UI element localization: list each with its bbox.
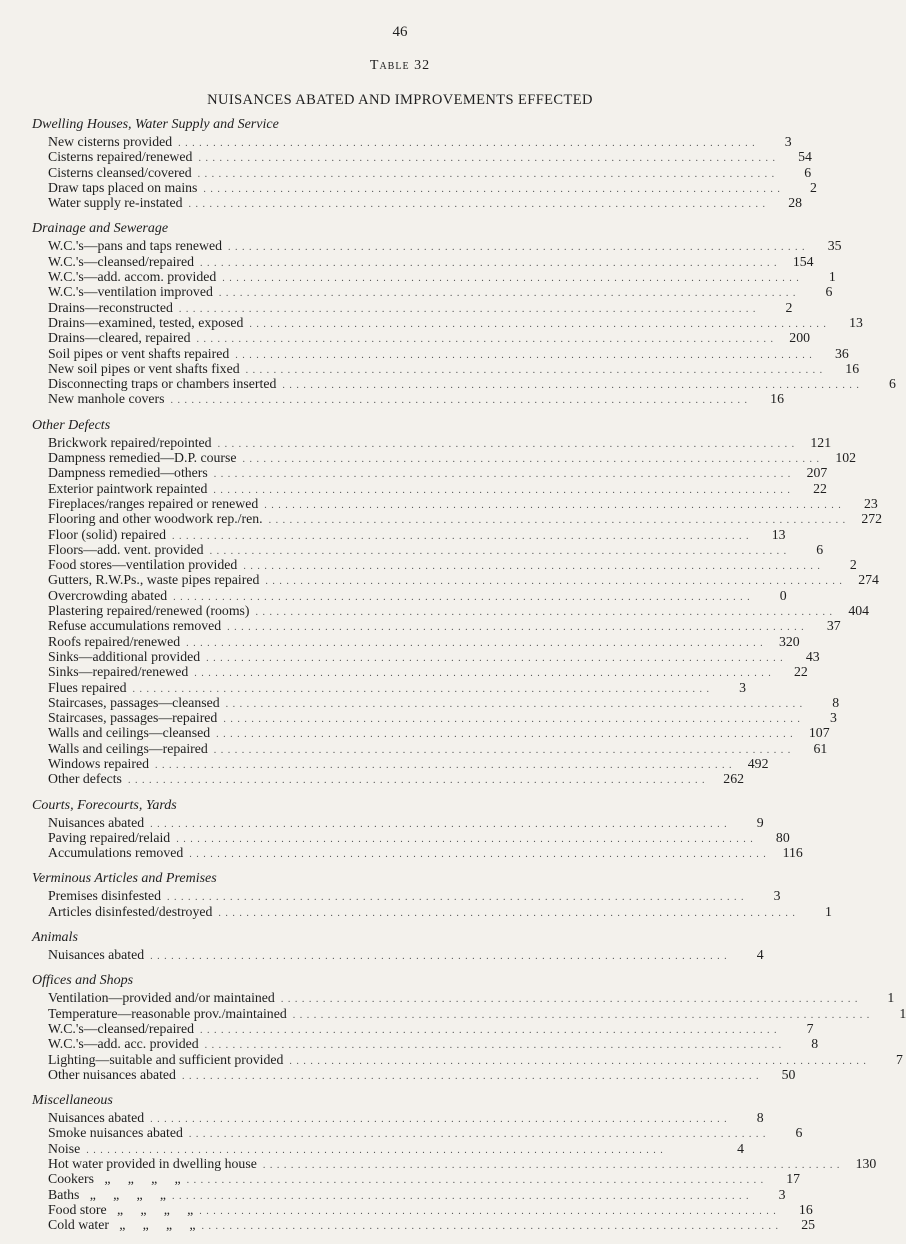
row-value: 9	[756, 814, 764, 830]
dot-leader: . . . . . . . . . . . . . . . . . . . . . . . . . . . . . . . . . . . . . . . . . . . . . . . . . . . . . . . . . . . . . . . . . . . . . . . . . . . . . . . . . . .	[194, 668, 772, 680]
row-label: Roofs repaired/renewed	[48, 633, 181, 649]
row-value: 54	[798, 149, 812, 165]
table-row	[32, 238, 842, 254]
row-label: Premises disinfested	[48, 888, 162, 904]
row-label: Refuse accumulations removed	[48, 618, 222, 634]
row-value: 107	[808, 725, 830, 741]
table-section	[32, 930, 764, 963]
row-value: 23	[864, 495, 878, 511]
row-value: 272	[861, 511, 883, 527]
row-value: 320	[778, 633, 800, 649]
row-value: 7	[896, 1051, 903, 1067]
row-label: Cisterns cleansed/covered	[48, 164, 192, 180]
row-value: 3	[773, 888, 781, 904]
table-label: Table 32	[369, 58, 431, 73]
dot-leader: . . . . . . . . . . . . . . . . . . . . . . . . . . . . . . . . . . . . . . . . . . . . . . . . . . . . . . . . . . . . . . . . . . . . . . . . . . . . . . . . . . .	[223, 714, 801, 726]
dot-leader: . . . . . . . . . . . . . . . . . . . . . . . . . . . . . . . . . . . . . . . . . . . . . . . . . . . . . . . . . . . . . . . . . . . . . . . . . . . . . . . . . . .	[186, 637, 764, 649]
row-label: W.C.'s—cleansed/repaired	[48, 1020, 195, 1036]
table-row	[32, 618, 841, 634]
row-label: Accumulations removed	[48, 845, 184, 861]
table-row	[32, 771, 744, 786]
row-value: 61	[813, 740, 828, 756]
row-label: Ventilation—provided and/or maintained	[48, 990, 275, 1006]
row-value: 36	[834, 345, 849, 361]
dot-leader: . . . . . . . . . . . . . . . . . . . . . . . . . . . . . . . . . . . . . . . . . . . . . . . . . . . . . . . . . . . . . . . . . . . . . . . . . . . . . . . . . . .	[218, 907, 796, 919]
table-row	[32, 376, 896, 392]
row-label: Staircases, passages—cleansed	[48, 694, 220, 710]
row-value: 25	[801, 1217, 816, 1233]
row-value: 3	[829, 710, 837, 726]
table-row	[32, 814, 764, 830]
row-label: Walls and ceilings—repaired	[48, 740, 208, 756]
dot-leader: . . . . . . . . . . . . . . . . . . . . . . . . . . . . . . . . . . . . . . . . . . . . . . . . . . . . . . . . . . . . . . . . . . . . . . . . . . . . . . . . . . .	[188, 199, 767, 211]
table-section	[32, 797, 803, 861]
dot-leader: . . . . . . . . . . . . . . . . . . . . . . . . . . . . . . . . . . . . . . . . . . . . . . . . . . . . . . . . . . . . . . . . . . . . . . . . . . . . . . . . . . .	[218, 288, 797, 300]
row-value: 16	[845, 360, 860, 376]
nuisances-table	[32, 117, 906, 1244]
row-label: Flues repaired	[48, 679, 127, 695]
table-row	[32, 1020, 814, 1036]
dot-leader: . . . . . . . . . . . . . . . . . . . . . . . . . . . . . . . . . . . . . . . . . . . . . . . . . . . . . . . . . . . . . . . . . . . . . . . . . . . . . . . . . . .	[264, 499, 842, 511]
row-value: 17	[786, 1171, 801, 1187]
dot-leader: . . . . . . . . . . . . . . . . . . . . . . . . . . . . . . . . . . . . . . . . . . . . . . . . . . . . . . . . . . . . . . . . . . . . . . . . . . . . . . . . . . .	[280, 994, 859, 1006]
row-value: 13	[771, 526, 786, 542]
table-row	[32, 1005, 906, 1021]
section-heading: Dwelling Houses, Water Supply and Service	[32, 117, 279, 132]
dot-leader: . . . . . . . . . . . . . . . . . . . . . . . . . . . . . . . . . . . . . . . . . . . . . . . . . . . . . . . . . . . . . . . . . . . . . . . . . . . . . . . . . . .	[150, 951, 728, 963]
row-label: Dampness remedied—D.P. course	[48, 450, 237, 466]
table-row	[32, 179, 817, 195]
table-row	[32, 1217, 816, 1233]
row-label: Smoke nuisances abated	[48, 1125, 183, 1141]
table-row	[32, 330, 810, 346]
row-value: 13	[849, 314, 863, 330]
row-label: Articles disinfested/destroyed	[48, 903, 213, 919]
table-row	[32, 740, 828, 756]
table-row	[32, 947, 764, 963]
table-row	[32, 284, 833, 300]
row-label: Soil pipes or vent shafts repaired	[48, 345, 230, 361]
row-label: Floor (solid) repaired	[48, 526, 167, 542]
row-label: Other nuisances abated	[48, 1066, 176, 1082]
table-row	[32, 269, 836, 285]
row-label: Staircases, passages—repaired	[48, 710, 218, 726]
row-label: Sinks—repaired/renewed	[48, 664, 189, 680]
table-row	[32, 903, 832, 919]
dot-leader: . . . . . . . . . . . . . . . . . . . . . . . . . . . . . . . . . . . . . . . . . . . . . . . . . . . . . . . . . . . . . . . . . . . . . . . . . . . . . . . . . . .	[154, 759, 733, 771]
row-value: 1	[899, 1005, 906, 1021]
row-label: Cold water „ „ „ „	[48, 1217, 196, 1233]
row-label: Lighting—suitable and sufficient provided	[48, 1051, 284, 1067]
dot-leader: . . . . . . . . . . . . . . . . . . . . . . . . . . . . . . . . . . . . . . . . . . . . . . . . . . . . . . . . . . . . . . . . . . . . . . . . . . . . . . . . . . .	[255, 607, 834, 619]
row-value: 102	[835, 450, 857, 466]
row-value: 130	[855, 1156, 877, 1172]
section-heading: Courts, Forecourts, Yards	[32, 797, 177, 813]
dot-leader: . . . . . . . . . . . . . . . . . . . . . . . . . . . . . . . . . . . . . . . . . . . . . . . . . . . . . . . . . . . . . . . . . . . . . . . . . . . . . . . . . . .	[150, 818, 728, 830]
row-label: Nuisances abated	[48, 947, 145, 963]
row-value: 200	[789, 330, 810, 346]
row-label: Cisterns repaired/renewed	[48, 149, 193, 165]
section-heading: Drainage and Sewerage	[32, 221, 169, 237]
dot-leader: . . . . . . . . . . . . . . . . . . . . . . . . . . . . . . . . . . . . . . . . . . . . . . . . . . . . . . . . . . . . . . . . . . . . . . . . . . . . . . . . . . .	[292, 1009, 871, 1021]
row-value: 1	[887, 990, 895, 1006]
table-row	[32, 888, 781, 904]
row-label: Food stores—ventilation provided	[48, 557, 238, 573]
table-row	[32, 755, 769, 771]
row-value: 7	[806, 1020, 814, 1036]
row-label: New cisterns provided	[48, 134, 173, 149]
dot-leader: . . . . . . . . . . . . . . . . . . . . . . . . . . . . . . . . . . . . . . . . . . . . . . . . . . . . . . . . . . . . . . . . . . . . . . . . . . . . . . . . . . .	[201, 1221, 780, 1233]
row-label: Nuisances abated	[48, 814, 145, 830]
row-value: 404	[848, 603, 870, 619]
row-value: 8	[811, 1036, 819, 1052]
table-row	[32, 1051, 903, 1067]
dot-leader: . . . . . . . . . . . . . . . . . . . . . . . . . . . . . . . . . . . . . . . . . . . . . . . . . . . . . . . . . . . . . . . . . . . . . . . . . . . . . . . . . . .	[243, 561, 821, 573]
row-value: 3	[778, 1186, 786, 1202]
table-row	[32, 1201, 813, 1217]
row-value: 154	[792, 253, 814, 269]
section-heading: Other Defects	[32, 417, 111, 433]
dot-leader: . . . . . . . . . . . . . . . . . . . . . . . . . . . . . . . . . . . . . . . . . . . . . . . . . . . . . . . . . . . . . . . . . . . . . . . . . . . . . . . . . . .	[245, 364, 824, 376]
dot-leader: . . . . . . . . . . . . . . . . . . . . . . . . . . . . . . . . . . . . . . . . . . . . . . . . . . . . . . . . . . . . . . . . . . . . . . . . . . . . . . . . . . .	[172, 530, 750, 542]
row-label: Fireplaces/ranges repaired or renewed	[48, 495, 259, 511]
row-value: 50	[781, 1066, 796, 1082]
row-label: Hot water provided in dwelling house	[48, 1156, 257, 1172]
row-value: 116	[782, 845, 803, 861]
table-row	[32, 465, 828, 481]
dot-leader: . . . . . . . . . . . . . . . . . . . . . . . . . . . . . . . . . . . . . . . . . . . . . . . . . . . . . . . . . . . . . . . . . . . . . . . . . . . . . . . . . . .	[249, 318, 827, 330]
table-section	[32, 117, 817, 211]
row-value: 4	[737, 1140, 744, 1156]
row-label: Gutters, R.W.Ps., waste pipes repaired	[48, 572, 260, 588]
table-row	[32, 299, 793, 315]
table-row	[32, 526, 786, 542]
row-value: 6	[825, 284, 833, 300]
dot-leader: . . . . . . . . . . . . . . . . . . . . . . . . . . . . . . . . . . . . . . . . . . . . . . . . . . . . . . . . . . . . . . . . . . . . . . . . . . . . . . . . . . .	[213, 744, 792, 756]
row-value: 3	[739, 679, 747, 695]
row-value: 207	[806, 465, 828, 481]
dot-leader: . . . . . . . . . . . . . . . . . . . . . . . . . . . . . . . . . . . . . . . . . . . . . . . . . . . . . . . . . . . . . . . . . . . . . . . . . . . . . . . . . . .	[178, 303, 757, 315]
table-row	[32, 990, 895, 1006]
section-heading: Animals	[32, 930, 78, 946]
row-label: Brickwork repaired/repointed	[48, 434, 212, 450]
dot-leader: . . . . . . . . . . . . . . . . . . . . . . . . . . . . . . . . . . . . . . . . . . . . . . . . . . . . . . . . . . . . . . . . . . . . . . . . . . . . . . . . . . .	[172, 1190, 750, 1202]
dot-leader: . . . . . . . . . . . . . . . . . . . . . . . . . . . . . . . . . . . . . . . . . . . . . . . . . . . . . . . . . . . . . . . . . . . . . . . . . . . . . . . . . . .	[228, 242, 806, 254]
table-row	[32, 195, 803, 211]
table-row	[32, 1036, 819, 1052]
dot-leader: . . . . . . . . . . . . . . . . . . . . . . . . . . . . . . . . . . . . . . . . . . . . . . . . . . . . . . . . . . . . . . . . . . . . . . . . . . . . . . . . . . .	[197, 168, 776, 180]
row-value: 22	[793, 664, 808, 680]
row-value: 80	[775, 829, 790, 845]
row-label: Other defects	[48, 771, 122, 787]
row-label: Cookers „ „ „ „	[48, 1171, 181, 1187]
dot-leader: . . . . . . . . . . . . . . . . . . . . . . . . . . . . . . . . . . . . . . . . . . . . . . . . . . . . . . . . . . . . . . . . . . . . . . . . . . . . . . . . . . .	[170, 395, 748, 407]
dot-leader: . . . . . . . . . . . . . . . . . . . . . . . . . . . . . . . . . . . . . . . . . . . . . . . . . . . . . . . . . . . . . . . . . . . . . . . . . . . . . . . . . . .	[225, 698, 804, 710]
row-label: Dampness remedied—others	[48, 465, 208, 481]
dot-leader: . . . . . . . . . . . . . . . . . . . . . . . . . . . . . . . . . . . . . . . . . . . . . . . . . . . . . . . . . . . . . . . . . . . . . . . . . . . . . . . . . . .	[167, 892, 745, 904]
row-value: 6	[888, 376, 896, 392]
table-row	[32, 511, 883, 527]
dot-leader: . . . . . . . . . . . . . . . . . . . . . . . . . . . . . . . . . . . . . . . . . . . . . . . . . . . . . . . . . . . . . . . . . . . . . . . . . . . . . . . . . . .	[173, 591, 751, 603]
row-value: 43	[805, 648, 820, 664]
dot-leader: . . . . . . . . . . . . . . . . . . . . . . . . . . . . . . . . . . . . . . . . . . . . . . . . . . . . . . . . . . . . . . . . . . . . . . . . . . . . . . . . . . .	[265, 576, 843, 588]
row-value: 35	[827, 238, 842, 254]
row-label: Noise	[48, 1140, 81, 1156]
row-label: Disconnecting traps or chambers inserted	[48, 376, 277, 392]
table-row	[32, 134, 792, 149]
table-row	[32, 710, 837, 726]
row-label: Plastering repaired/renewed (rooms)	[48, 603, 250, 619]
row-value: 4	[756, 947, 764, 963]
table-row	[32, 603, 870, 619]
table-section	[32, 221, 896, 407]
dot-leader: . . . . . . . . . . . . . . . . . . . . . . . . . . . . . . . . . . . . . . . . . . . . . . . . . . . . . . . . . . . . . . . . . . . . . . . . . . . . . . . . . . .	[196, 334, 774, 346]
table-section	[32, 973, 906, 1082]
table-row	[32, 434, 832, 450]
table-row	[32, 253, 814, 269]
dot-leader: . . . . . . . . . . . . . . . . . . . . . . . . . . . . . . . . . . . . . . . . . . . . . . . . . . . . . . . . . . . . . . . . . . . . . . . . . . . . . . . . . . .	[262, 1160, 841, 1172]
dot-leader: . . . . . . . . . . . . . . . . . . . . . . . . . . . . . . . . . . . . . . . . . . . . . . . . . . . . . . . . . . . . . . . . . . . . . . . . . . . . . . . . . . .	[213, 484, 791, 496]
row-value: 2	[785, 299, 793, 315]
table-row	[32, 1066, 796, 1082]
row-value: 16	[770, 391, 784, 407]
table-row	[32, 345, 849, 361]
table-row	[32, 495, 878, 511]
row-label: New manhole covers	[48, 391, 165, 407]
dot-leader: . . . . . . . . . . . . . . . . . . . . . . . . . . . . . . . . . . . . . . . . . . . . . . . . . . . . . . . . . . . . . . . . . . . . . . . . . . . . . . . . . . .	[242, 454, 821, 466]
row-label: Paving repaired/relaid	[48, 829, 171, 845]
dot-leader: . . . . . . . . . . . . . . . . . . . . . . . . . . . . . . . . . . . . . . . . . . . . . . . . . . . . . . . . . . . . . . . . . . . . . . . . . . . . . . . . . . .	[235, 349, 813, 361]
row-label: W.C.'s—add. accom. provided	[48, 269, 217, 285]
row-value: 121	[810, 434, 832, 450]
row-label: Temperature—reasonable prov./maintained	[48, 1005, 287, 1021]
dot-leader: . . . . . . . . . . . . . . . . . . . . . . . . . . . . . . . . . . . . . . . . . . . . . . . . . . . . . . . . . . . . . . . . . . . . . . . . . . . . . . . . . . .	[282, 380, 860, 392]
table-row	[32, 480, 827, 496]
row-label: Overcrowding abated	[48, 587, 168, 603]
dot-leader: . . . . . . . . . . . . . . . . . . . . . . . . . . . . . . . . . . . . . . . . . . . . . . . . . . . . . . . . . . . . . . . . . . . . . . . . . . . . . . . . . . .	[203, 183, 781, 195]
row-value: 8	[756, 1110, 764, 1126]
row-label: W.C.'s—ventilation improved	[48, 284, 213, 300]
dot-leader: . . . . . . . . . . . . . . . . . . . . . . . . . . . . . . . . . . . . . . . . . . . . . . . . . . . . . . . . . . . . . . . . . . . . . . . . . . . . . . . . . . .	[217, 438, 796, 450]
row-label: Drains—examined, tested, exposed	[48, 314, 244, 330]
row-value: 6	[795, 1125, 803, 1141]
section-heading: Verminous Articles and Premises	[32, 871, 217, 887]
dot-leader: . . . . . . . . . . . . . . . . . . . . . . . . . . . . . . . . . . . . . . . . . . . . . . . . . . . . . . . . . . . . . . . . . . . . . . . . . . . . . . . . . . .	[200, 1024, 778, 1036]
table-row	[32, 1141, 744, 1156]
dot-leader: . . . . . . . . . . . . . . . . . . . . . . . . . . . . . . . . . . . . . . . . . . . . . . . . . . . . . . . . . . . . . . . . . . . . . . . . . . . . . . . . . . .	[227, 622, 805, 634]
dot-leader: . . . . . . . . . . . . . . . . . . . . . . . . . . . . . . . . . . . . . . . . . . . . . . . . . . . . . . . . . . . . . . . . . . . . . . . . . . . . . . . . . . .	[213, 469, 792, 481]
row-label: Nuisances abated	[48, 1110, 145, 1126]
dot-leader: . . . . . . . . . . . . . . . . . . . . . . . . . . . . . . . . . . . . . . . . . . . . . . . . . . . . . . . . . . . . . . . . . . . . . . . . . . . . . . . . . . .	[127, 775, 706, 787]
table-title: NUISANCES ABATED AND IMPROVEMENTS EFFECTED	[207, 92, 593, 108]
row-label: W.C.'s—pans and taps renewed	[48, 238, 223, 254]
table-row	[32, 1110, 764, 1126]
table-row	[32, 314, 863, 330]
row-value: 37	[826, 618, 841, 634]
table-row	[32, 360, 860, 376]
table-row	[32, 587, 787, 603]
row-value: 6	[816, 541, 824, 557]
dot-leader: . . . . . . . . . . . . . . . . . . . . . . . . . . . . . . . . . . . . . . . . . . . . . . . . . . . . . . . . . . . . . . . . . . . . . . . . . . . . . . . . . . .	[289, 1055, 867, 1067]
dot-leader: . . . . . . . . . . . . . . . . . . . . . . . . . . . . . . . . . . . . . . . . . . . . . . . . . . . . . . . . . . . . . . . . . . . . . . . . . . . . . . . . . . .	[200, 257, 778, 269]
row-value: 1	[828, 269, 836, 285]
table-row	[32, 391, 784, 407]
row-value: 1	[824, 903, 832, 919]
row-label: Drains—cleared, repaired	[48, 330, 191, 346]
dot-leader: . . . . . . . . . . . . . . . . . . . . . . . . . . . . . . . . . . . . . . . . . . . . . . . . . . . . . . . . . . . . . . . . . . . . . . . . . . . . . . . . . . .	[189, 849, 767, 861]
row-value: 16	[798, 1201, 813, 1217]
table-row	[32, 725, 830, 741]
row-label: W.C.'s—add. acc. provided	[48, 1036, 199, 1052]
dot-leader: . . . . . . . . . . . . . . . . . . . . . . . . . . . . . . . . . . . . . . . . . . . . . . . . . . . . . . . . . . . . . . . . . . . . . . . . . . . . . . . . . . .	[188, 1129, 767, 1141]
row-label: Food store „ „ „ „	[48, 1201, 194, 1217]
dot-leader: . . . . . . . . . . . . . . . . . . . . . . . . . . . . . . . . . . . . . . . . . . . . . . . . . . . . . . . . . . . . . . . . . . . . . . . . . . . . . . . . . . .	[209, 545, 788, 557]
row-value: 22	[813, 480, 827, 496]
row-value: 274	[858, 572, 879, 588]
table-row	[32, 679, 747, 695]
dot-leader: . . . . . . . . . . . . . . . . . . . . . . . . . . . . . . . . . . . . . . . . . . . . . . . . . . . . . . . . . . . . . . . . . . . . . . . . . . . . . . . . . . .	[150, 1114, 728, 1126]
row-value: 492	[747, 755, 769, 771]
row-value: 8	[832, 694, 840, 710]
table-row	[32, 648, 820, 664]
row-value: 28	[788, 195, 803, 211]
row-label: Draw taps placed on mains	[48, 179, 198, 195]
table-section	[32, 417, 883, 787]
dot-leader: . . . . . . . . . . . . . . . . . . . . . . . . . . . . . . . . . . . . . . . . . . . . . . . . . . . . . . . . . . . . . . . . . . . . . . . . . . . . . . . . . . .	[198, 153, 776, 165]
row-label: Baths „ „ „ „	[48, 1186, 167, 1202]
dot-leader: . . . . . . . . . . . . . . . . . . . . . . . . . . . . . . . . . . . . . . . . . . . . . . . . . . . . . . . . . . . . . . . . . . . . . . . . . . . . . . . . . . .	[268, 515, 847, 527]
row-label: W.C.'s—cleansed/repaired	[48, 253, 195, 269]
dot-leader: . . . . . . . . . . . . . . . . . . . . . . . . . . . . . . . . . . . . . . . . . . . . . . . . . . . . . . . . . . . . . . . . . . . . . . . . . . . . . . . . . . .	[86, 1144, 664, 1156]
table-section	[32, 1093, 877, 1233]
table-row	[32, 164, 812, 180]
table-row	[32, 557, 857, 573]
row-value: 2	[810, 179, 817, 195]
table-row	[32, 664, 808, 680]
table-row	[32, 845, 803, 861]
table-row	[32, 149, 812, 165]
row-value: 3	[784, 134, 792, 149]
page-number: 46	[392, 24, 408, 40]
row-value: 262	[723, 771, 744, 787]
dot-leader: . . . . . . . . . . . . . . . . . . . . . . . . . . . . . . . . . . . . . . . . . . . . . . . . . . . . . . . . . . . . . . . . . . . . . . . . . . . . . . . . . . .	[216, 729, 794, 741]
row-value: 6	[804, 164, 812, 180]
table-row	[32, 450, 857, 466]
row-label: Sinks—additional provided	[48, 648, 201, 664]
dot-leader: . . . . . . . . . . . . . . . . . . . . . . . . . . . . . . . . . . . . . . . . . . . . . . . . . . . . . . . . . . . . . . . . . . . . . . . . . . . . . . . . . . .	[206, 652, 784, 664]
table-row	[32, 1171, 801, 1187]
dot-leader: . . . . . . . . . . . . . . . . . . . . . . . . . . . . . . . . . . . . . . . . . . . . . . . . . . . . . . . . . . . . . . . . . . . . . . . . . . . . . . . . . . .	[176, 833, 754, 845]
row-value: 2	[849, 557, 857, 573]
row-label: Water supply re-instated	[48, 195, 183, 211]
table-section	[32, 871, 832, 919]
row-label: Walls and ceilings—cleansed	[48, 725, 211, 741]
row-label: New soil pipes or vent shafts fixed	[48, 360, 240, 376]
row-label: Floors—add. vent. provided	[48, 541, 204, 557]
table-row	[32, 633, 800, 649]
row-value: 0	[779, 587, 787, 603]
row-label: Drains—reconstructed	[48, 299, 173, 315]
dot-leader: . . . . . . . . . . . . . . . . . . . . . . . . . . . . . . . . . . . . . . . . . . . . . . . . . . . . . . . . . . . . . . . . . . . . . . . . . . . . . . . . . . .	[178, 138, 756, 149]
section-heading: Miscellaneous	[32, 1093, 113, 1109]
section-heading: Offices and Shops	[32, 973, 134, 989]
table-row	[32, 1125, 803, 1141]
row-label: Windows repaired	[48, 755, 149, 771]
dot-leader: . . . . . . . . . . . . . . . . . . . . . . . . . . . . . . . . . . . . . . . . . . . . . . . . . . . . . . . . . . . . . . . . . . . . . . . . . . . . . . . . . . .	[186, 1175, 765, 1187]
table-row	[32, 541, 824, 557]
table-row	[32, 1156, 877, 1172]
row-label: Flooring and other woodwork rep./ren.	[48, 511, 263, 527]
table-row	[32, 829, 790, 845]
row-label: Exterior paintwork repainted	[48, 480, 208, 496]
dot-leader: . . . . . . . . . . . . . . . . . . . . . . . . . . . . . . . . . . . . . . . . . . . . . . . . . . . . . . . . . . . . . . . . . . . . . . . . . . . . . . . . . . .	[132, 683, 711, 695]
dot-leader: . . . . . . . . . . . . . . . . . . . . . . . . . . . . . . . . . . . . . . . . . . . . . . . . . . . . . . . . . . . . . . . . . . . . . . . . . . . . . . . . . . .	[222, 273, 800, 285]
table-row	[32, 1186, 786, 1202]
dot-leader: . . . . . . . . . . . . . . . . . . . . . . . . . . . . . . . . . . . . . . . . . . . . . . . . . . . . . . . . . . . . . . . . . . . . . . . . . . . . . . . . . . .	[199, 1205, 777, 1217]
table-row	[32, 694, 840, 710]
dot-leader: . . . . . . . . . . . . . . . . . . . . . . . . . . . . . . . . . . . . . . . . . . . . . . . . . . . . . . . . . . . . . . . . . . . . . . . . . . . . . . . . . . .	[181, 1070, 760, 1082]
dot-leader: . . . . . . . . . . . . . . . . . . . . . . . . . . . . . . . . . . . . . . . . . . . . . . . . . . . . . . . . . . . . . . . . . . . . . . . . . . . . . . . . . . .	[204, 1040, 783, 1052]
table-row	[32, 572, 879, 588]
